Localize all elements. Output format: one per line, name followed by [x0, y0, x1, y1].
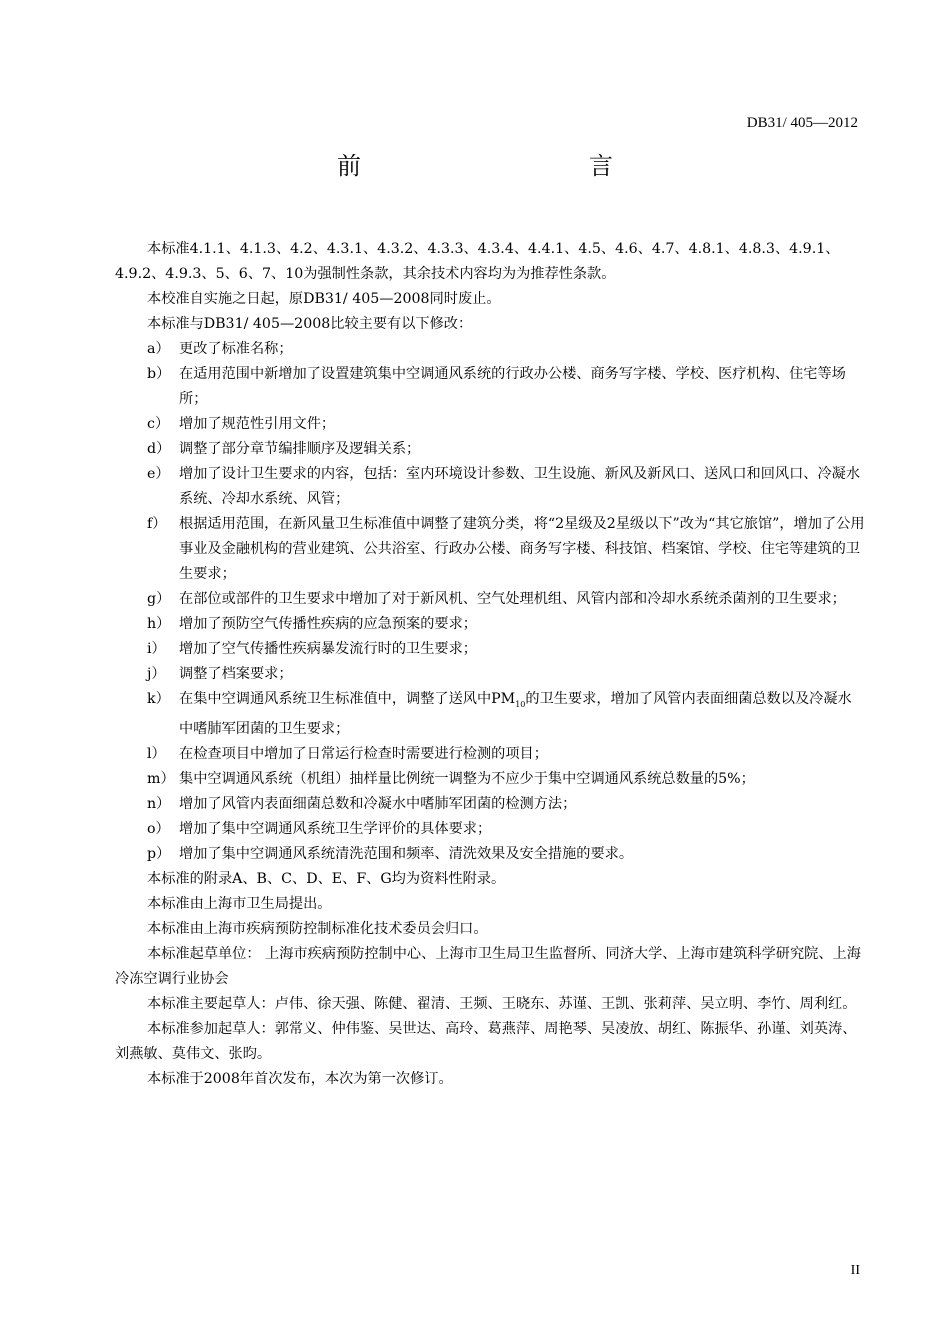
list-item-text: 更改了标准名称； [179, 341, 293, 357]
list-item [115, 792, 865, 817]
list-marker: o） [147, 821, 170, 837]
list-item [115, 362, 865, 412]
list-item [115, 842, 865, 867]
paragraph-drafting-units: 本标准起草单位： 上海市疾病预防控制中心、上海市卫生局卫生监督所、同济大学、上海市建筑科学研究院、上海冷冻空调行业协会 [115, 946, 861, 987]
document-code: DB31/ 405—2012 [746, 115, 858, 131]
paragraph-supersede: 本校准自实施之日起，原DB31/ 405—2008同时废止。 [147, 291, 501, 307]
list-item [115, 687, 865, 742]
subscript: 10 [515, 700, 526, 709]
list-item [115, 462, 865, 512]
text-before-subscript: 在集中空调通风系统卫生标准值中，调整了送风中PM [179, 691, 516, 707]
list-marker: k） [147, 691, 170, 707]
list-item-text: 调整了档案要求； [179, 666, 293, 682]
paragraph-participating-drafters: 本标准参加起草人：郭常义、仲伟鉴、吴世达、高玲、葛燕萍、周艳琴、吴凌放、胡红、陈振华、孙谨、刘英涛、刘燕敏、莫伟文、张昀。 [115, 1021, 857, 1062]
change-list [115, 337, 865, 867]
list-item-text: 在部位或部件的卫生要求中增加了对于新风机、空气处理机组、风管内部和冷却水系统杀菌剂的卫生要求； [179, 591, 846, 607]
list-item [115, 767, 865, 792]
list-item [115, 587, 865, 612]
list-item [115, 437, 865, 462]
list-item-text: 增加了集中空调通风系统清洗范围和频率、清洗效果及安全措施的要求。 [179, 846, 634, 862]
page-number: II [850, 1263, 860, 1278]
list-item-text: 增加了设计卫生要求的内容，包括：室内环境设计参数、卫生设施、新风及新风口、送风口和回风口、冷凝水系统、冷却水系统、风管； [179, 466, 861, 507]
list-marker: c） [147, 416, 170, 432]
list-item [115, 817, 865, 842]
list-item-text: 增加了空气传播性疾病暴发流行时的卫生要求； [179, 641, 477, 657]
list-item-text: 根据适用范围，在新风量卫生标准值中调整了建筑分类，将“2星级及2星级以下”改为“其它旅馆”，增加了公用事业及金融机构的营业建筑、公共浴室、行政办公楼、商务写字楼、科技馆、档案馆、学校、住宅等建筑的卫生要求； [179, 516, 865, 582]
list-marker: b） [147, 366, 171, 382]
list-item-text: 在适用范围中新增加了设置建筑集中空调通风系统的行政办公楼、商务写字楼、学校、医疗机构、住宅等场所； [179, 366, 846, 407]
paragraph-mandatory-clauses: 本标准4.1.1、4.1.3、4.2、4.3.1、4.3.2、4.3.3、4.3.4、4.4.1、4.5、4.6、4.7、4.8.1、4.8.3、4.9.1、4.9.2、4.9.3、5、6、7、10为强制性条款，其余技术内容均为为推荐性条款。 [115, 241, 840, 282]
list-marker: f） [147, 516, 167, 532]
list-marker: e） [147, 466, 170, 482]
list-item [115, 412, 865, 437]
list-item [115, 337, 865, 362]
list-marker: i） [147, 641, 166, 657]
list-item-text [179, 687, 865, 742]
list-marker: j） [147, 666, 166, 682]
list-item-text: 增加了集中空调通风系统卫生学评价的具体要求； [179, 821, 492, 837]
list-item [115, 742, 865, 767]
paragraph-main-drafters: 本标准主要起草人：卢伟、徐天强、陈健、翟清、王频、王晓东、苏谨、王凯、张莉萍、吴立明、李竹、周利红。 [147, 996, 857, 1012]
list-marker: g） [147, 591, 171, 607]
list-item [115, 662, 865, 687]
list-item-text: 增加了预防空气传播性疾病的应急预案的要求； [179, 616, 477, 632]
list-item [115, 512, 865, 587]
list-marker: m） [147, 771, 175, 787]
text-after-subscript: 的卫生要求，增加了风管内表面细菌总数以及冷凝水中嗜肺军团菌的卫生要求； [179, 691, 852, 737]
list-item-text: 集中空调通风系统（机组）抽样量比例统一调整为不应少于集中空调通风系统总数量的5%； [179, 771, 755, 787]
paragraph-history: 本标准于2008年首次发布，本次为第一次修订。 [147, 1071, 453, 1087]
list-item-text: 调整了部分章节编排顺序及逻辑关系； [179, 441, 421, 457]
list-item-text: 增加了风管内表面细菌总数和冷凝水中嗜肺军团菌的检测方法； [179, 796, 577, 812]
list-marker: a） [147, 341, 170, 357]
list-marker: d） [147, 441, 171, 457]
list-item [115, 612, 865, 637]
list-item-text: 增加了规范性引用文件； [179, 416, 336, 432]
list-marker: l） [147, 746, 166, 762]
paragraph-appendix: 本标准的附录A、B、C、D、E、F、G均为资料性附录。 [147, 871, 506, 887]
list-marker: h） [147, 616, 171, 632]
preface-body [115, 237, 865, 1092]
paragraph-committee: 本标准由上海市疾病预防控制标准化技术委员会归口。 [147, 921, 488, 937]
list-item [115, 637, 865, 662]
paragraph-proposer: 本标准由上海市卫生局提出。 [147, 896, 332, 912]
list-item-text: 在检查项目中增加了日常运行检查时需要进行检测的项目； [179, 746, 548, 762]
paragraph-changes-intro: 本标准与DB31/ 405—2008比较主要有以下修改： [147, 316, 473, 332]
list-marker: n） [147, 796, 171, 812]
page-title: 前 言 [337, 152, 673, 180]
list-marker: p） [147, 846, 171, 862]
